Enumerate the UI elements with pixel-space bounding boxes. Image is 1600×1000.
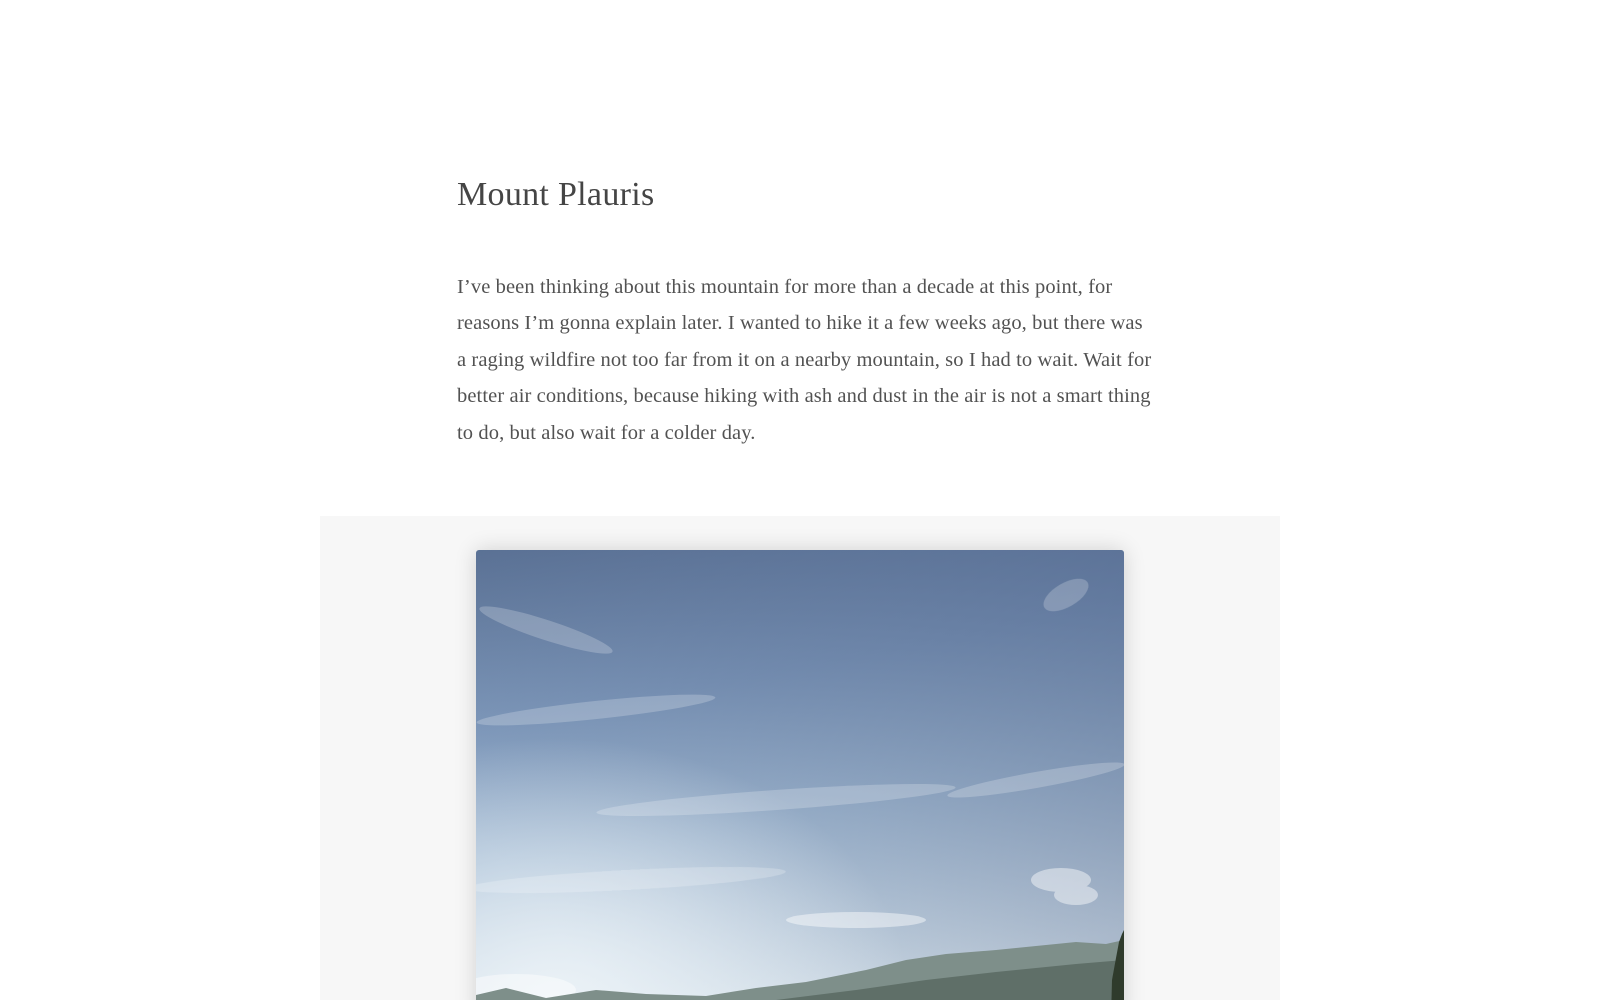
photo-image: [476, 550, 1124, 1000]
article: [457, 170, 1157, 444]
mountain-photo[interactable]: [476, 550, 1124, 1000]
post-intro-paragraph: I’ve been thinking about this mountain for more than a decade at this point, for reasons I’m gonna explain later. I wanted to hike it a few weeks ago, but there was a raging wildfire not too far from it on a nearby mountain, so I had to wait. Wait for better air conditions, because hiking with ash and dust in the air is not a smart thing to do, but also wait for a colder day.: [457, 276, 1152, 444]
post-title: Mount Plauris: [457, 176, 655, 213]
